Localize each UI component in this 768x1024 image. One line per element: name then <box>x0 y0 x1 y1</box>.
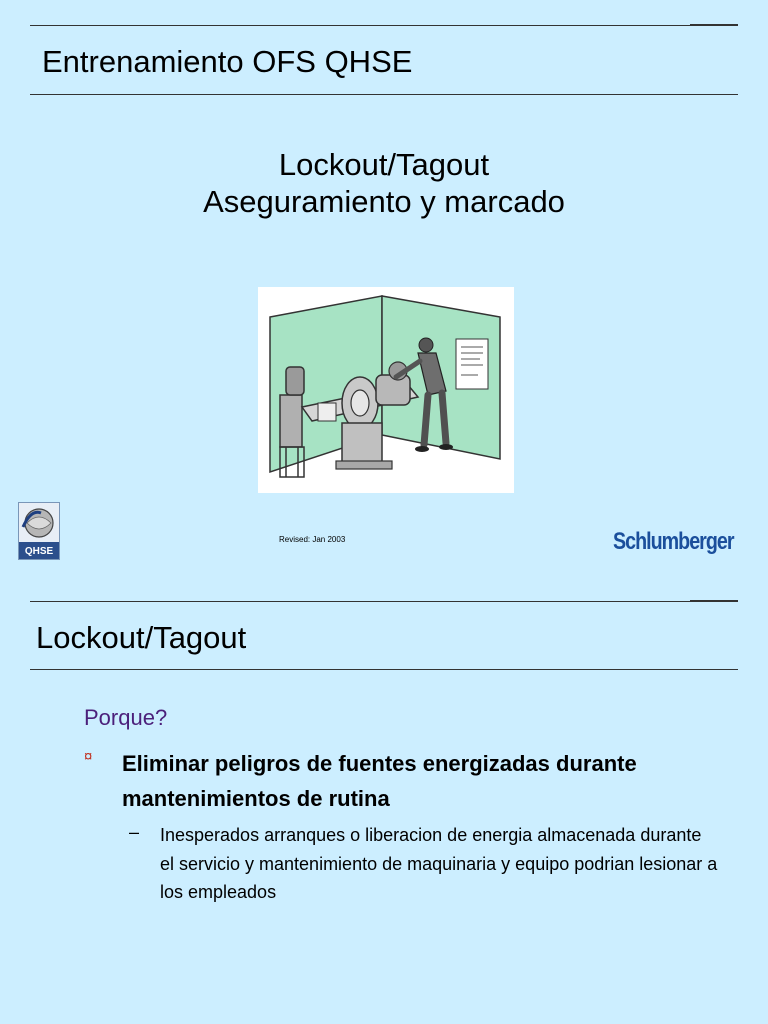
logo-label: QHSE <box>24 546 54 557</box>
bullet-main: Eliminar peligros de fuentes energizadas durante mantenimientos de rutina <box>122 751 637 811</box>
slide-why-lockout <box>0 576 768 1024</box>
slide-title: Lockout/Tagout <box>36 620 247 655</box>
sub-bullet-text: Inesperados arranques o liberacion de energia almacenada durante el servicio y mantenimiento de maquinaria y equipo podrian lesionar a los empleados <box>160 825 718 902</box>
revised-date: Revised: Jan 2003 <box>279 535 346 544</box>
sub-bullet-dash: – <box>129 822 140 842</box>
title-underline <box>30 94 738 95</box>
bullet-icon: ¤ <box>84 748 93 765</box>
brand-logo-text: Schlumberger <box>613 528 734 555</box>
question-heading: Porque? <box>84 705 168 730</box>
qhse-logo <box>18 502 60 560</box>
heading-line-2: Aseguramiento y marcado <box>203 184 565 219</box>
globe-icon <box>19 503 59 559</box>
lockout-illustration <box>258 287 514 493</box>
title-underline <box>30 669 738 670</box>
heading-line-1: Lockout/Tagout <box>278 147 490 182</box>
top-rule <box>30 25 738 26</box>
top-rule <box>30 601 738 602</box>
slide-title: Entrenamiento OFS QHSE <box>42 44 413 79</box>
worker-machine-drawing <box>258 287 514 493</box>
